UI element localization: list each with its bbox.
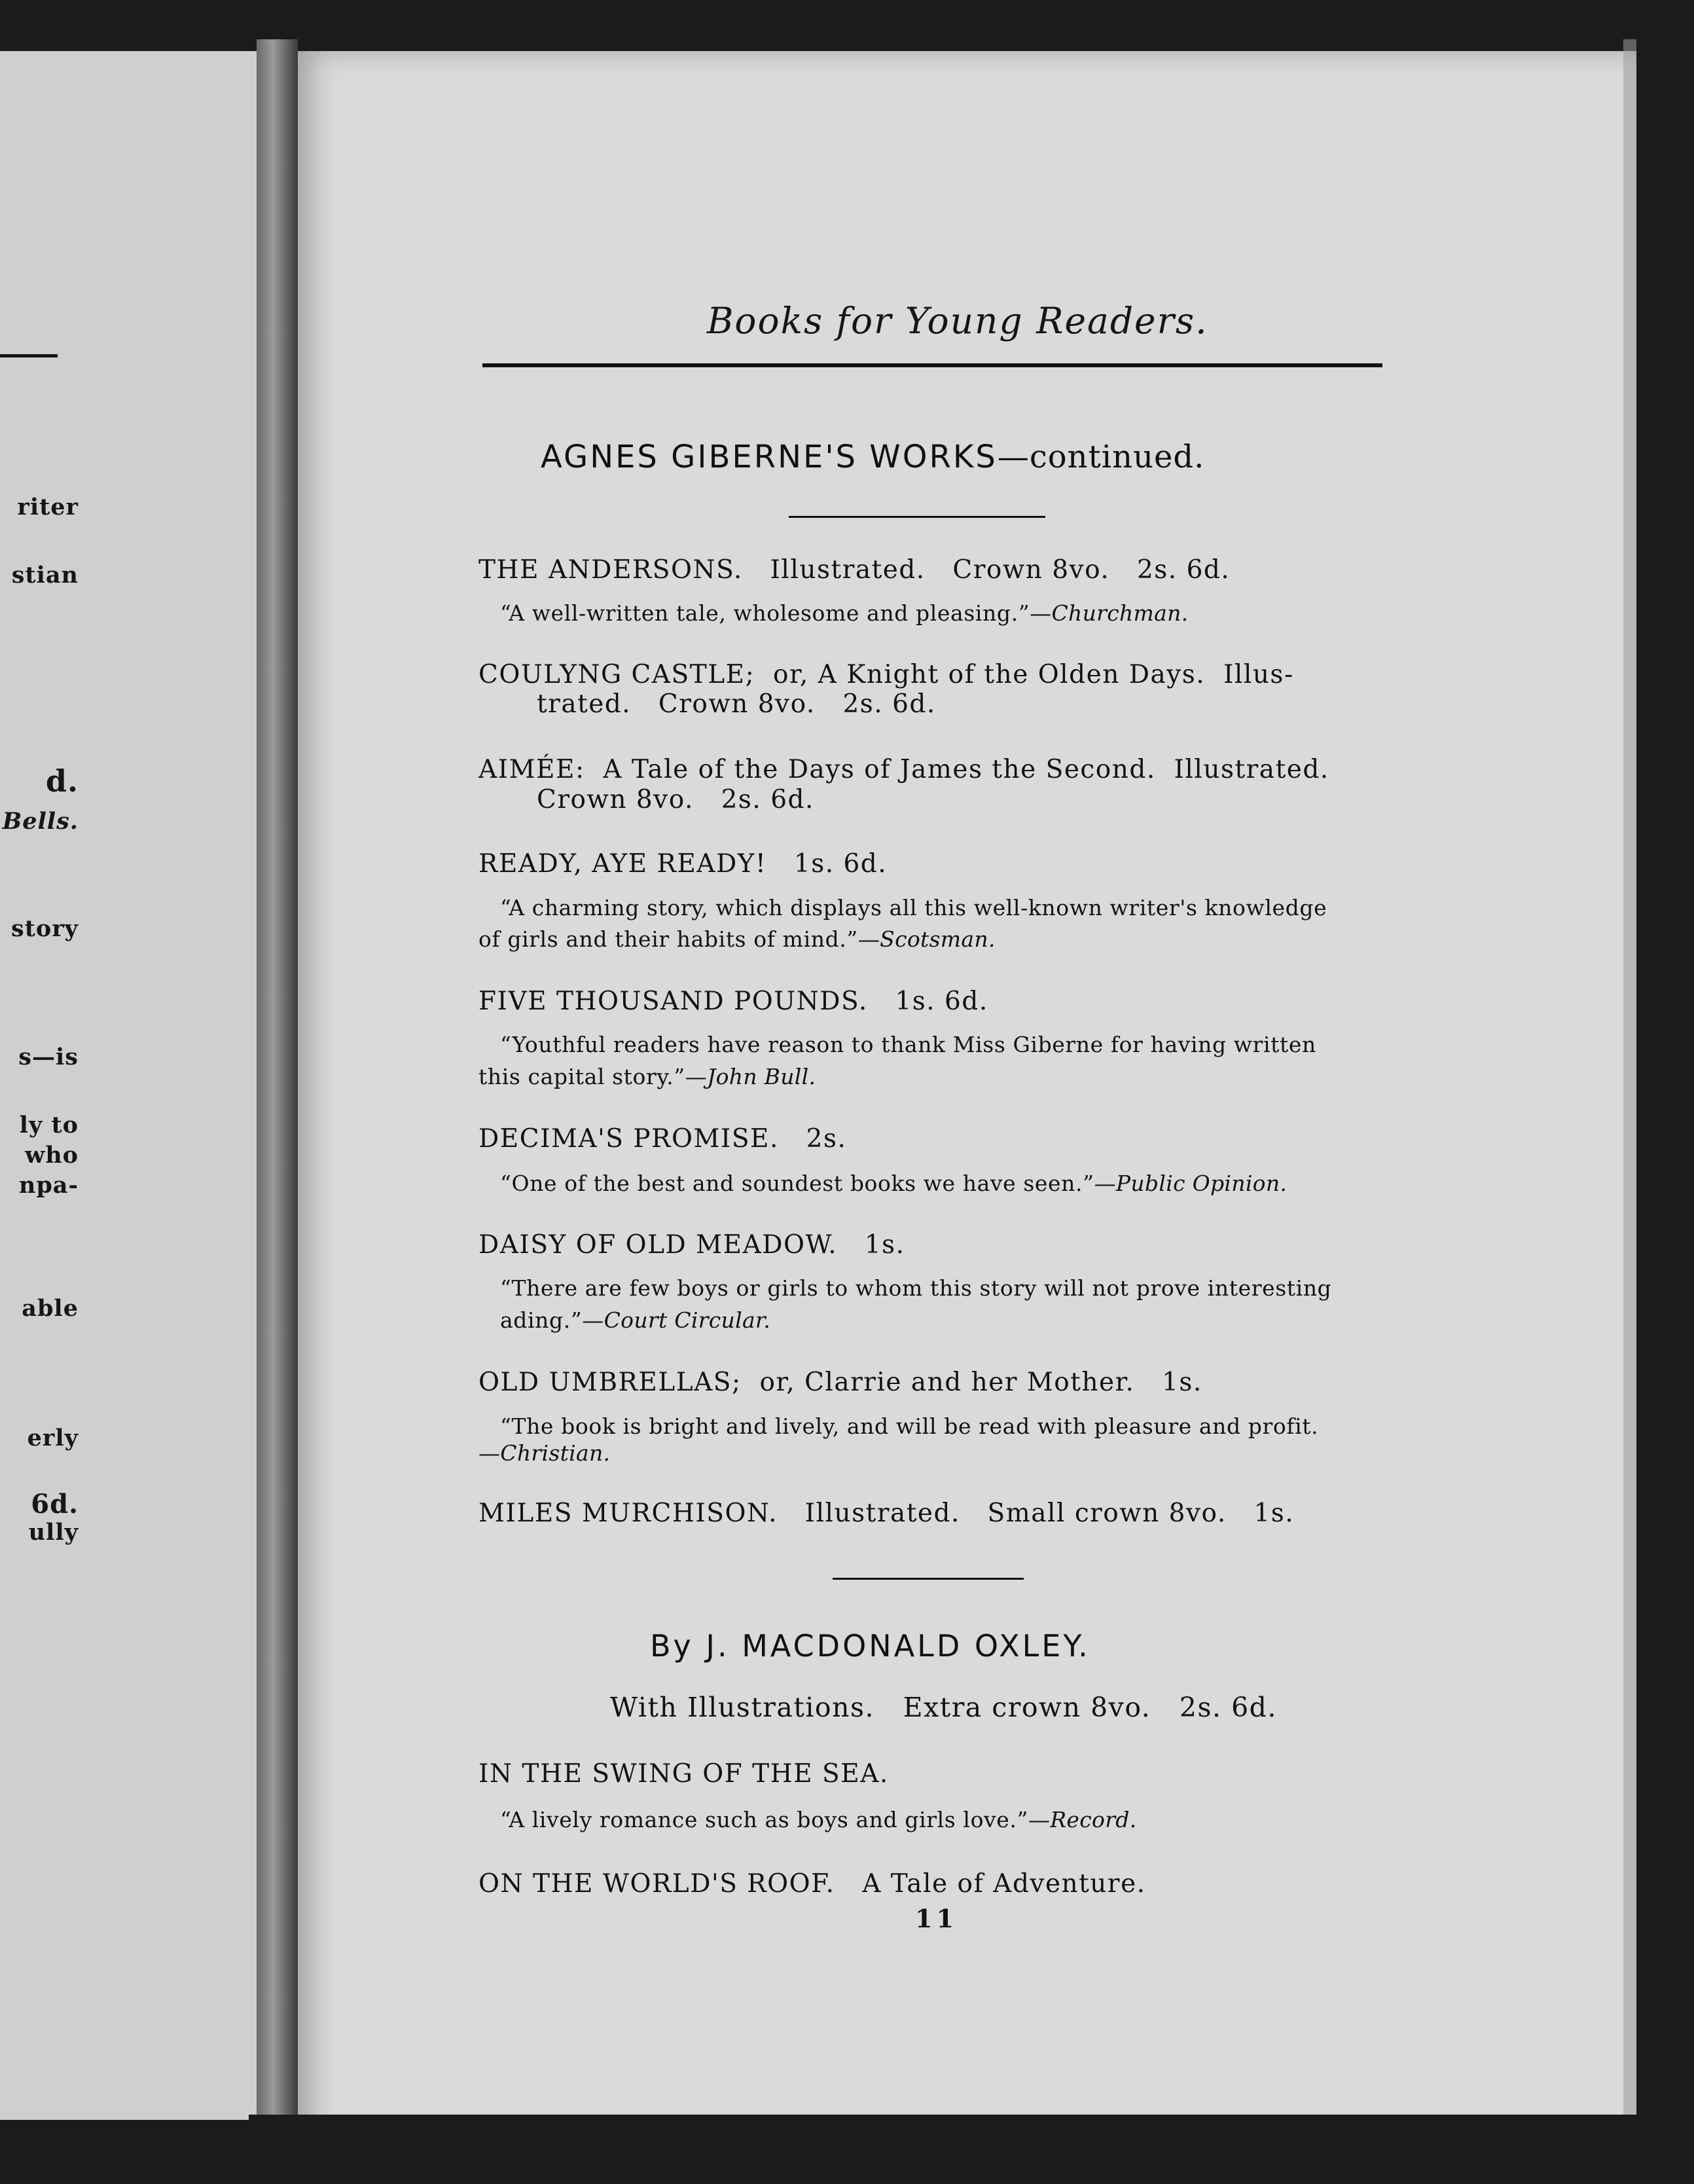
book-title: DECIMA'S PROMISE. [478,1124,779,1154]
review-text: “A well-written tale, wholesome and pleasing.” [500,600,1030,626]
fragment-text: ully [28,1519,79,1546]
review-source: —Christian. [478,1440,611,1466]
book-title: THE ANDERSONS. [478,555,743,585]
book-details: Illustrated. Small crown 8vo. 1s. [804,1499,1295,1528]
fragment-text: s—is [18,1044,79,1070]
review-text-cont: this capital story.” [478,1064,685,1089]
review-text-cont: of girls and their habits of mind.” [478,926,858,952]
review-source: —Churchman. [1030,600,1189,626]
book-details: 2s. [806,1124,847,1154]
book-title: FIVE THOUSAND POUNDS. [478,987,868,1016]
review-text-cont: ading.” [500,1307,583,1333]
book-entry-worlds-roof [478,1870,1146,1899]
fragment-text: able [22,1295,79,1322]
left-page-rule [0,354,58,357]
book-entry-swing-of-the-sea [478,1760,889,1789]
book-entry-old-umbrellas [478,1368,1202,1397]
review-text: “A charming story, which displays all this well-known writer's knowledge [500,895,1327,920]
section-title-continued: —continued. [997,439,1205,475]
review-text: “One of the best and soundest books we have seen.” [500,1171,1094,1196]
review-text: “Youthful readers have reason to thank Miss Giberne for having written [500,1032,1316,1057]
review-decimas-promise [500,1169,1287,1198]
book-details: 1s. 6d. [895,987,988,1016]
book-entry-aimee [478,755,1329,784]
book-details: A Tale of the Days of James the Second. Illustrated. [603,755,1329,784]
section-title-name: AGNES GIBERNE'S WORKS [541,439,998,475]
book-entry-miles-murchison [478,1499,1294,1528]
book-entry-daisy-of-old-meadow [478,1231,905,1260]
review-text: “There are few boys or girls to whom this story will not prove interesting [500,1275,1332,1301]
book-title: COULYNG CASTLE; [478,660,755,689]
book-gutter [257,39,298,2160]
fragment-text: riter [17,494,79,520]
review-source: —Scotsman. [857,926,996,952]
book-details: 1s. [864,1230,905,1260]
book-details: A Tale of Adventure. [862,1869,1146,1899]
book-title: READY, AYE READY! [478,849,767,879]
fragment-text: who [25,1142,79,1169]
review-source: —Court Circular. [582,1307,771,1333]
book-entry-five-thousand-pounds [478,987,988,1016]
book-entry-ready-aye-ready [478,850,887,879]
header-rule [482,363,1382,367]
review-source: —Record. [1028,1807,1137,1832]
book-title: OLD UMBRELLAS; [478,1368,742,1397]
review-text: “The book is bright and lively, and will be read with pleasure and profit. [500,1413,1319,1439]
book-details: Illustrated. Crown 8vo. 2s. 6d. [770,555,1231,585]
author-subheading: With Illustrations. Extra crown 8vo. 2s. 6d. [610,1692,1277,1723]
book-entry-decimas-promise [478,1125,846,1154]
book-details: or, Clarrie and her Mother. 1s. [759,1368,1202,1397]
previous-page-fragment [0,51,257,2120]
fragment-text: d. [45,763,79,799]
fragment-text: stian [11,562,79,589]
running-header: Books for Young Readers. [707,300,1208,342]
section-divider [789,516,1045,518]
review-text: “A lively romance such as boys and girls love.” [500,1807,1028,1832]
book-details: or, A Knight of the Olden Days. Illus- [773,660,1294,689]
section-title [541,439,1204,475]
book-entry-coulyng-castle [478,661,1294,689]
book-title: DAISY OF OLD MEADOW. [478,1230,838,1260]
review-ready-aye-ready [478,925,996,954]
review-andersons [500,599,1188,628]
review-five-thousand-pounds [478,1063,816,1091]
fragment-text: 6d. [31,1489,79,1520]
review-daisy-of-old-meadow [500,1306,770,1335]
book-title: IN THE SWING OF THE SEA. [478,1759,889,1789]
book-details: 1s. 6d. [793,849,888,879]
review-source: —John Bull. [685,1064,816,1089]
book-details-cont: Crown 8vo. 2s. 6d. [537,785,814,814]
book-title: MILES MURCHISON. [478,1499,778,1528]
review-old-umbrellas [478,1439,610,1468]
section-divider [833,1578,1024,1580]
fragment-text: story [11,915,79,942]
fragment-text: ly to [19,1112,79,1138]
book-entry-andersons [478,556,1230,585]
review-source: —Public Opinion. [1094,1171,1288,1196]
book-title: ON THE WORLD'S ROOF. [478,1869,835,1899]
book-details-cont: trated. Crown 8vo. 2s. 6d. [537,689,936,719]
page-number: 11 [915,1904,958,1933]
author-heading: By J. MACDONALD OXLEY. [650,1628,1090,1664]
fragment-text: npa- [18,1172,79,1199]
fragment-text: erly [27,1425,79,1451]
fragment-text: Bells. [2,808,79,835]
review-swing-of-the-sea [500,1806,1137,1834]
book-title: AIMÉE: [478,755,585,784]
